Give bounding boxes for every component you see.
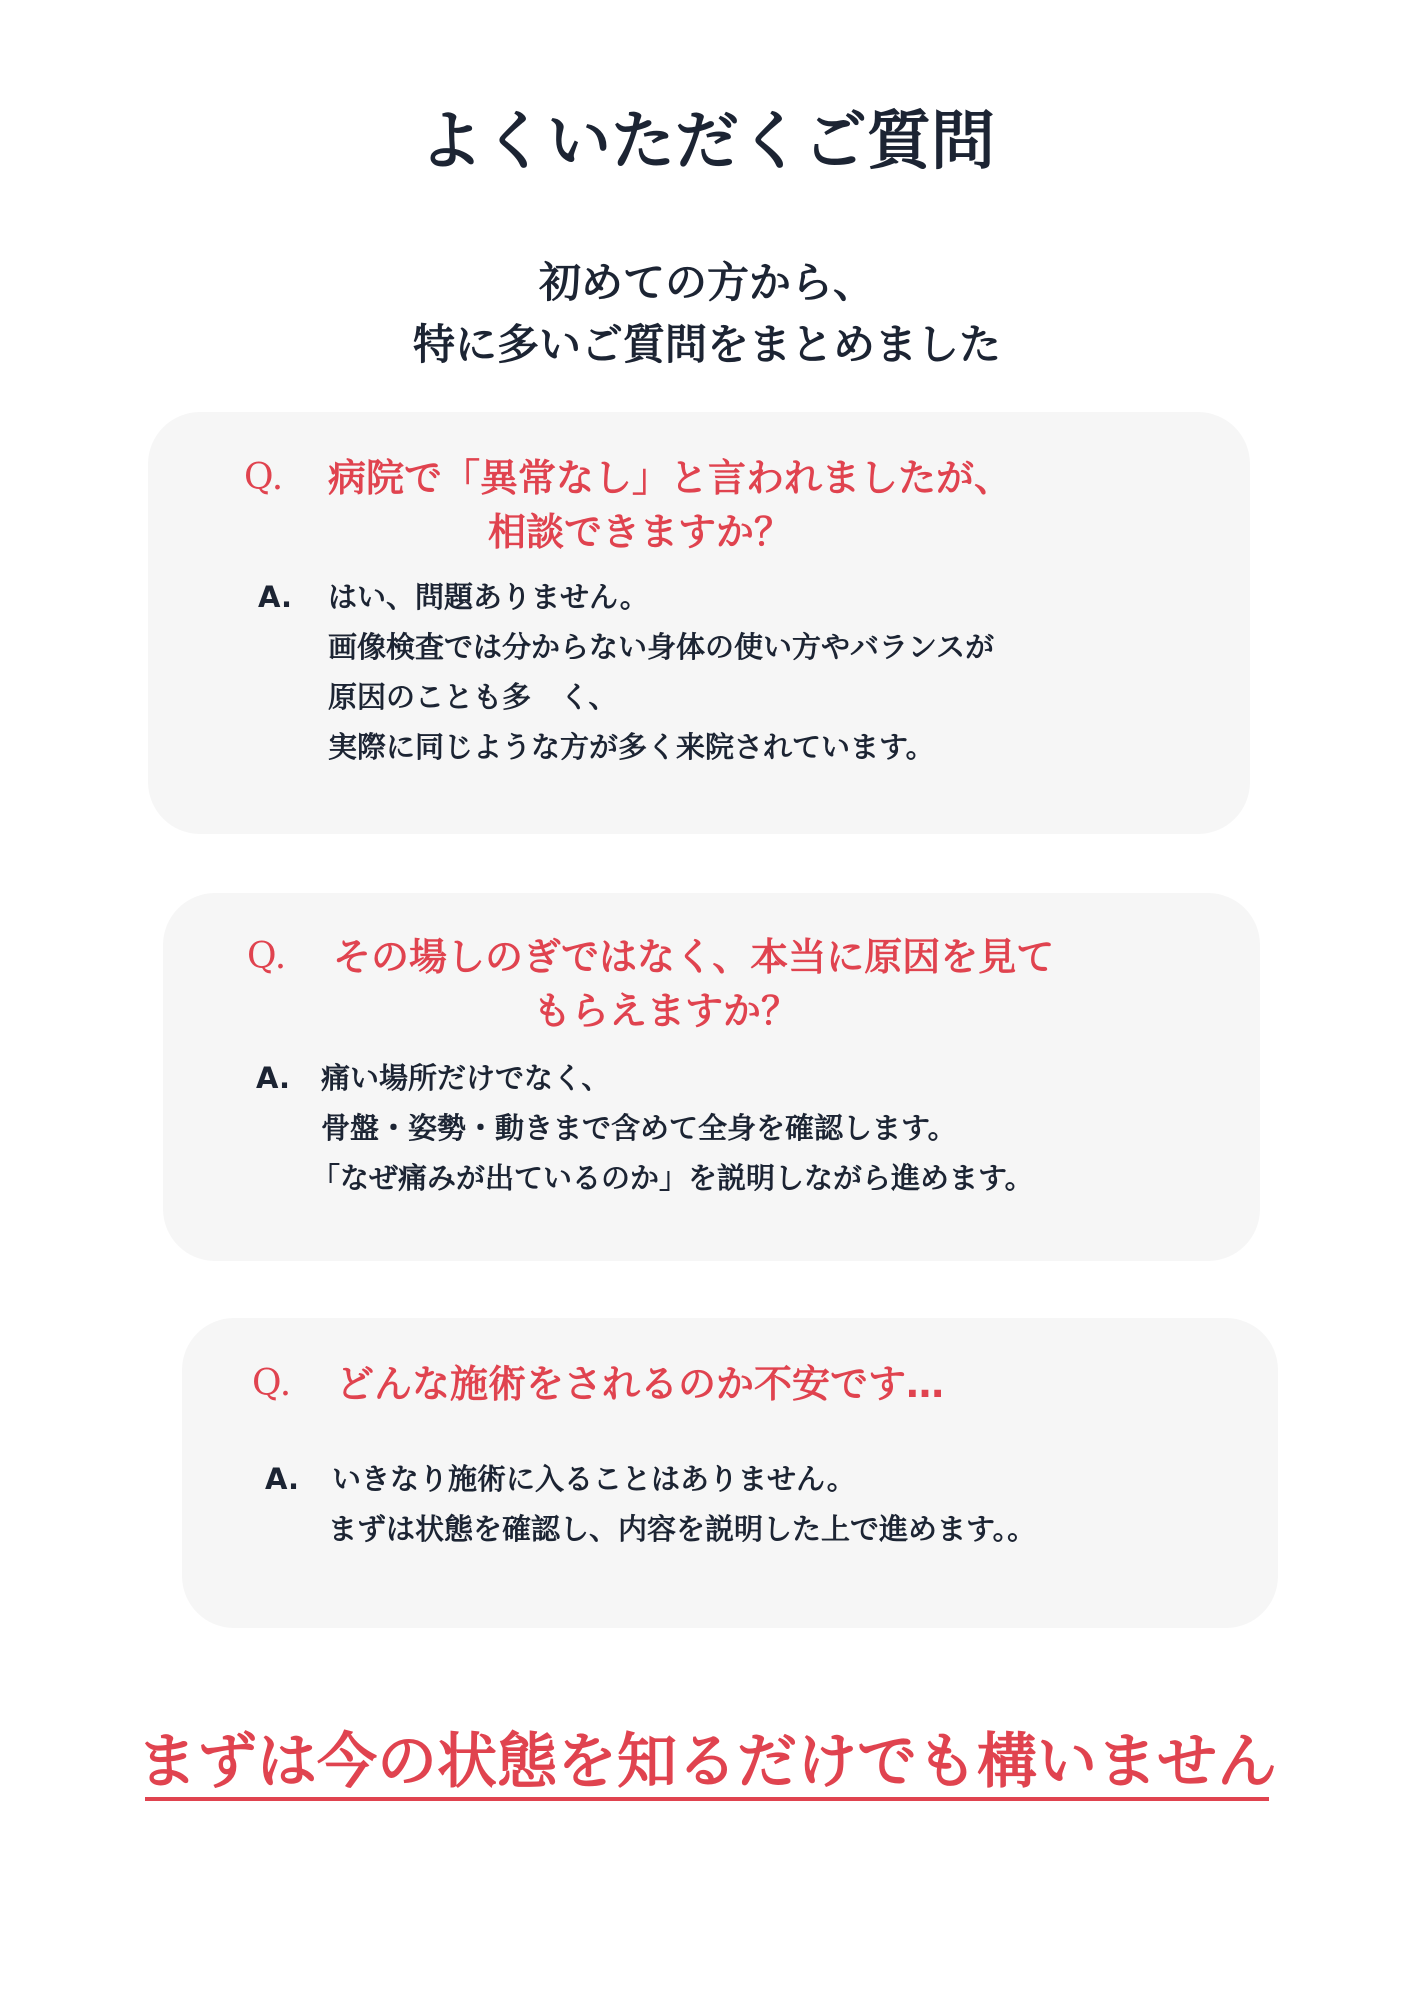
answer-line: 実際に同じような方が多く来院されています。	[328, 730, 935, 764]
question-line: もらえますか？	[533, 989, 800, 1033]
question-mark: Q.	[252, 1363, 292, 1404]
question-line: どんな施術をされるのか不安です…	[336, 1362, 945, 1406]
answer-line: 「なぜ痛みが出ているのか」を説明しながら進めます。	[311, 1161, 1034, 1195]
subtitle	[0, 252, 1414, 376]
question-mark: Q.	[247, 936, 287, 977]
faq-card	[148, 412, 1250, 834]
cta-text: まずは今の状態を知るだけでも構いません	[137, 1727, 1277, 1797]
faq-card	[182, 1318, 1278, 1628]
question-line: その場しのぎではなく、本当に原因を見て	[333, 935, 1055, 979]
answer-line: 画像検査では分からない身体の使い方やバランスが	[328, 630, 995, 664]
answer-line: 原因のことも多 く、	[328, 680, 618, 714]
cta-underline	[145, 1797, 1269, 1801]
question-mark: Q.	[244, 457, 284, 498]
answer-mark: A.	[265, 1462, 299, 1496]
answer-line: はい、問題ありません。	[328, 580, 649, 614]
answer-line: 骨盤・姿勢・動きまで含めて全身を確認します。	[321, 1111, 957, 1145]
answer-mark: A.	[258, 580, 292, 614]
subtitle-line: 特に多いご質問をまとめました	[412, 320, 1001, 369]
faq-card	[163, 893, 1260, 1261]
answer-line: まずは状態を確認し、内容を説明した上で進めます。。	[328, 1512, 1037, 1546]
answer-line: いきなり施術に入ることはありません。	[332, 1462, 856, 1496]
subtitle-line: 初めての方から、	[538, 258, 875, 307]
page-title: よくいただくご質問	[419, 105, 995, 179]
question-line: 病院で「異常なし」と言われましたが、	[328, 456, 1013, 500]
answer-line: 痛い場所だけでなく、	[321, 1061, 611, 1095]
question-line: 相談できますか？	[488, 510, 793, 554]
answer-mark: A.	[256, 1061, 290, 1095]
